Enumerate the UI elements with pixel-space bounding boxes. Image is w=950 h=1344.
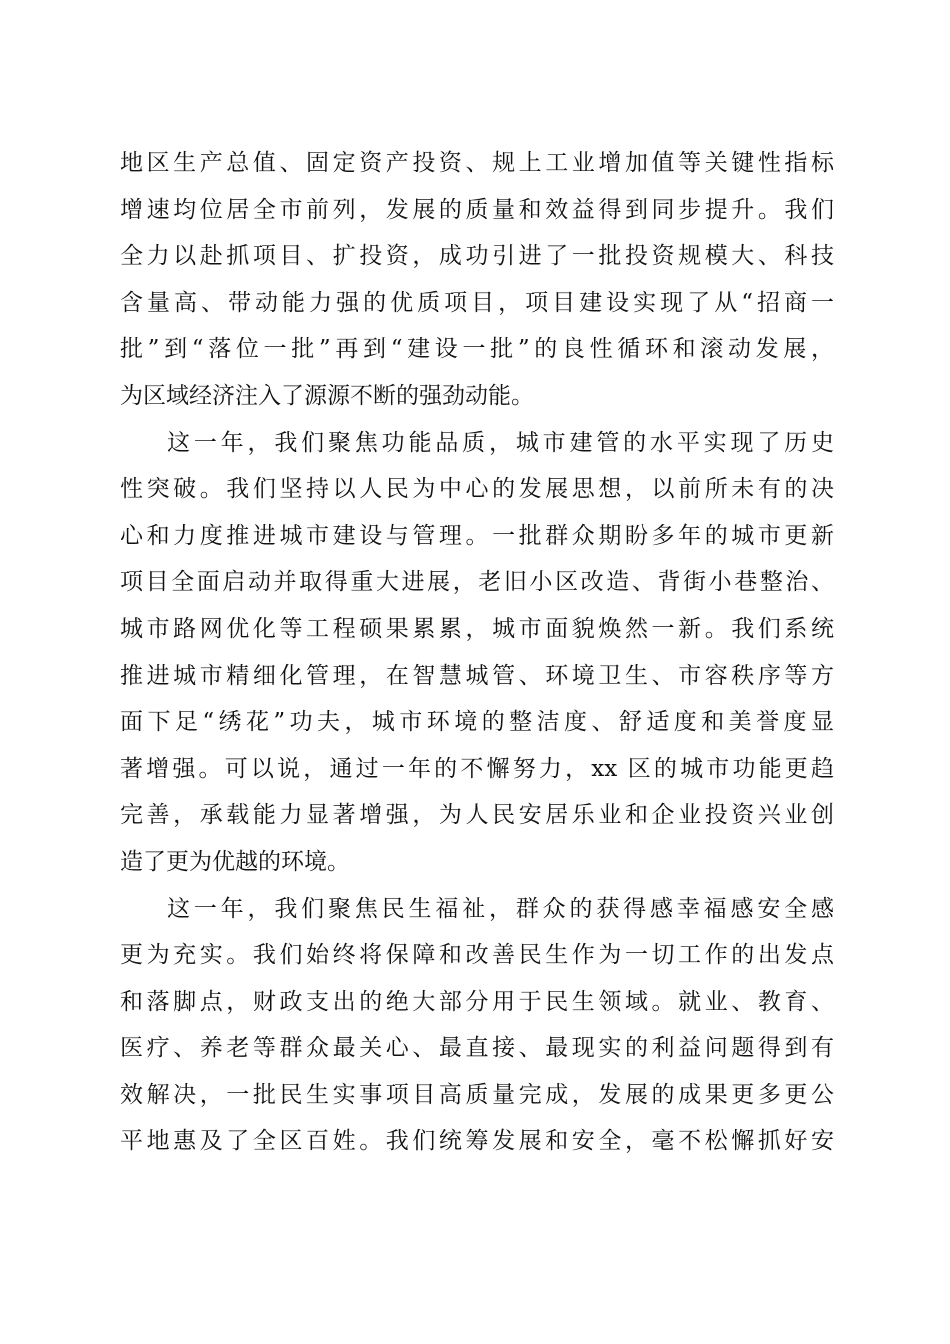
- paragraph-1-line-1: 地区生产总值、固定资产投资、规上工业增加值等关键性指标: [120, 150, 834, 176]
- paragraph-2-line-9: 完善，承载能力显著增强，为人民安居乐业和企业投资兴业创: [120, 802, 834, 829]
- paragraph-3-line-1: 这一年，我们聚焦民生福祉，群众的获得感幸福感安全感: [167, 895, 834, 922]
- paragraph-3-line-4: 医疗、养老等群众最关心、最直接、最现实的利益问题得到有: [120, 1035, 834, 1062]
- paragraph-2-line-2: 性突破。我们坚持以人民为中心的发展思想，以前所未有的决: [120, 476, 834, 503]
- paragraph-1-line-5: 批”到“落位一批”再到“建设一批”的良性循环和滚动发展，: [120, 336, 834, 363]
- paragraph-1-line-3: 全力以赴抓项目、扩投资，成功引进了一批投资规模大、科技: [120, 243, 834, 270]
- paragraph-1-line-4: 含量高、带动能力强的优质项目，项目建设实现了从“招商一: [120, 289, 834, 316]
- paragraph-1-line-6: 为区域经济注入了源源不断的强劲动能。: [120, 382, 534, 409]
- document-body: [120, 140, 834, 1165]
- paragraph-2-line-8: 著增强。可以说，通过一年的不懈努力，xx 区的城市功能更趋: [120, 755, 834, 782]
- paragraph-2-line-10: 造了更为优越的环境。: [120, 848, 350, 875]
- paragraph-2-line-5: 城市路网优化等工程硕果累累，城市面貌焕然一新。我们系统: [120, 615, 834, 642]
- paragraph-2-line-6: 推进城市精细化管理，在智慧城管、环境卫生、市容秩序等方: [120, 662, 834, 689]
- paragraph-2-line-7: 面下足“绣花”功夫，城市环境的整洁度、舒适度和美誉度显: [120, 709, 834, 736]
- paragraph-2-line-1: 这一年，我们聚焦功能品质，城市建管的水平实现了历史: [167, 429, 834, 456]
- paragraph-3-line-5: 效解决，一批民生实事项目高质量完成，发展的成果更多更公: [120, 1081, 834, 1108]
- paragraph-2-line-3: 心和力度推进城市建设与管理。一批群众期盼多年的城市更新: [120, 522, 834, 549]
- paragraph-3-line-2: 更为充实。我们始终将保障和改善民生作为一切工作的出发点: [120, 942, 834, 969]
- paragraph-2-line-4: 项目全面启动并取得重大进展，老旧小区改造、背街小巷整治、: [120, 569, 834, 596]
- paragraph-3-line-3: 和落脚点，财政支出的绝大部分用于民生领域。就业、教育、: [120, 988, 834, 1015]
- paragraph-1-line-2: 增速均位居全市前列，发展的质量和效益得到同步提升。我们: [120, 196, 834, 223]
- paragraph-3-line-6: 平地惠及了全区百姓。我们统筹发展和安全，毫不松懈抓好安: [120, 1128, 834, 1155]
